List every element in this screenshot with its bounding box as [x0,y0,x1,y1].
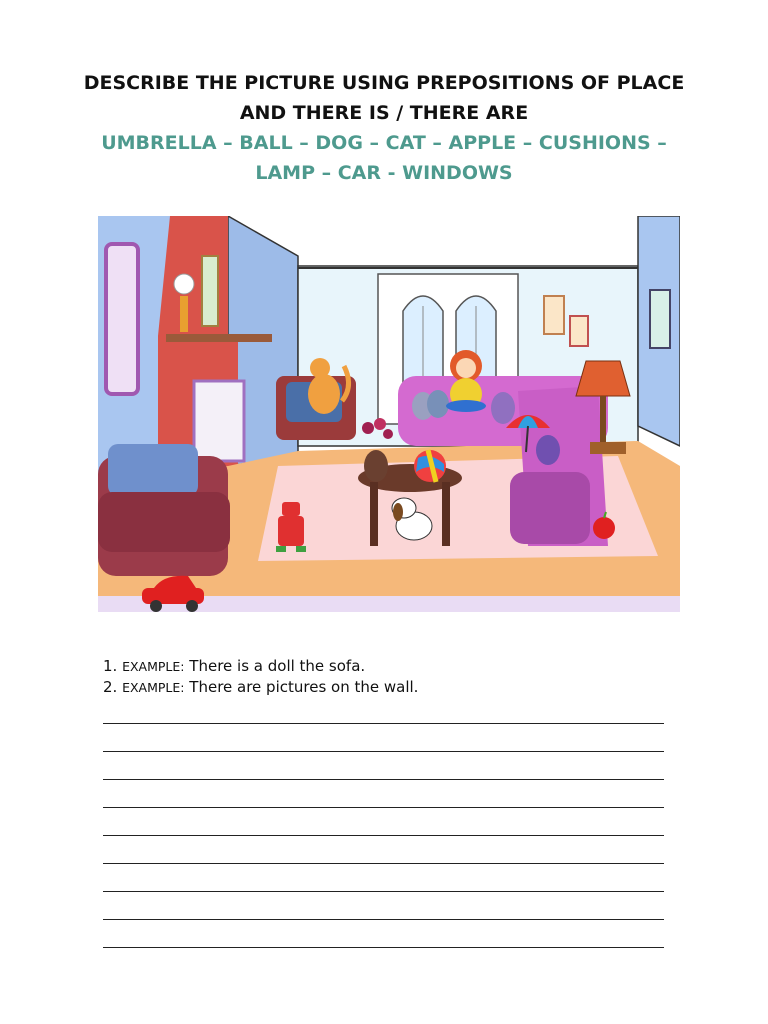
example-item [103,656,418,677]
cushion [491,392,515,424]
wall-mirror [106,244,138,394]
answer-line[interactable] [103,808,664,836]
answer-lines [103,718,664,948]
big-armchair [98,444,230,576]
examples-list [103,656,418,698]
living-room-illustration [98,216,680,612]
example-keyword: EXAMPLE: [122,659,185,674]
example-keyword: EXAMPLE: [122,680,185,695]
answer-line[interactable] [103,892,664,920]
example-item [103,677,418,698]
worksheet-title-line-1: DESCRIBE THE PICTURE USING PREPOSITIONS OF PLACE [83,72,685,94]
answer-line[interactable] [103,836,664,864]
example-text: There are pictures on the wall. [189,678,419,696]
cushion [108,444,198,496]
cushion [536,435,560,465]
cushion [427,390,449,418]
example-number: 2. [103,678,118,696]
example-number: 1. [103,657,118,675]
answer-line[interactable] [103,752,664,780]
worksheet-title-line-2: AND THERE IS / THERE ARE [239,102,529,124]
example-text: There is a doll the sofa. [189,657,366,675]
answer-line[interactable] [103,864,664,892]
answer-line[interactable] [103,724,664,752]
answer-line[interactable] [103,920,664,948]
picture-frame [650,290,670,348]
ball [414,450,446,482]
picture-frame [544,296,564,334]
answer-line[interactable] [103,780,664,808]
vocabulary-line-2: LAMP – CAR - WINDOWS [255,162,513,184]
picture-frame [202,256,218,326]
vocabulary-line-1: UMBRELLA – BALL – DOG – CAT – APPLE – CUSHIONS – [101,132,667,154]
picture-frame [570,316,588,346]
